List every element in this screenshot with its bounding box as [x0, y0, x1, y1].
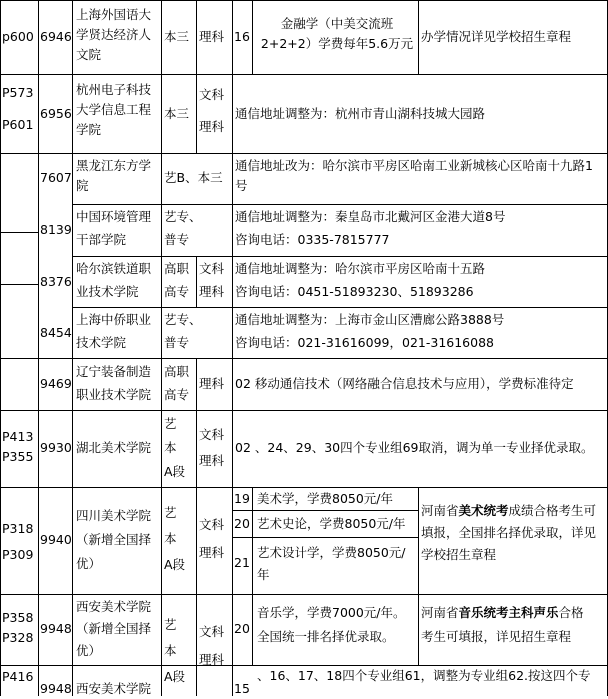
subject-line: 文科 — [199, 261, 225, 276]
school-cell — [76, 259, 151, 302]
page-line: P309 — [2, 547, 34, 562]
col-border — [196, 256, 197, 307]
major-line: 年 — [257, 567, 270, 582]
level-cell — [164, 500, 185, 578]
level-line: 高职 — [164, 261, 190, 276]
school-line: 职业技术学院 — [76, 387, 152, 402]
row-border — [0, 594, 608, 595]
school-line: 杭州电子科技 — [76, 82, 152, 97]
level-line: 艺 — [164, 416, 177, 431]
table-border-top — [0, 0, 608, 1]
level-line: 艺 — [164, 505, 177, 520]
page-line: P413 — [2, 429, 34, 444]
level-cell — [164, 412, 185, 484]
col-border — [196, 358, 197, 410]
note-line: 通信地址调整为：秦皇岛市北戴河区金港大道8号 — [235, 209, 506, 224]
row-border — [0, 74, 608, 75]
dash-mark — [0, 284, 38, 285]
level-line: A段 — [164, 557, 186, 572]
col-border — [418, 0, 419, 74]
col-border — [418, 487, 419, 665]
level-line: 艺专、 — [164, 312, 202, 327]
col-border — [161, 0, 162, 696]
school-cell — [76, 80, 151, 140]
note-cell: 02 、24、29、30四个专业组69取消，调为单一专业择优录取。 — [235, 440, 594, 455]
school-cell — [76, 504, 151, 576]
subject-line: 理科 — [199, 652, 225, 667]
page-line: P573 — [2, 85, 34, 100]
code-cell: 9948 — [40, 621, 72, 636]
level-line: 本 — [164, 440, 177, 455]
page-line: P328 — [2, 630, 34, 645]
school-line: 学贤达经济人 — [76, 27, 152, 42]
remark-cell — [421, 500, 596, 566]
school-line: （新增全国择 — [76, 532, 152, 547]
row-border — [72, 256, 608, 257]
subrow-border — [232, 510, 418, 511]
col-border — [196, 410, 197, 696]
col-border-left — [0, 0, 1, 696]
row-border — [72, 307, 608, 308]
level-cell: 艺B、本三 — [164, 170, 223, 185]
code-cell: 9940 — [40, 532, 72, 547]
subject-cell: 理科 — [199, 376, 225, 391]
level-line: A段 — [164, 669, 186, 684]
page-line: P601 — [2, 117, 34, 132]
note-cell: 通信地址调整为：杭州市青山湖科技城大园路 — [235, 106, 486, 121]
major-line: 全国统一排名择优录取。 — [257, 629, 395, 644]
school-line: 优） — [76, 556, 102, 571]
school-cell — [76, 362, 151, 405]
school-line: 文院 — [76, 47, 102, 62]
level-line: 本 — [164, 531, 177, 546]
major-cell: 艺术史论，学费8050元/年 — [257, 516, 406, 531]
level-line: 高专 — [164, 284, 190, 299]
remark-line — [421, 601, 584, 625]
level-cell — [164, 612, 185, 690]
level-cell — [164, 310, 202, 353]
school-line: 黑龙江东方学 — [76, 158, 152, 173]
major-cell — [256, 14, 418, 54]
subject-line: 文科 — [199, 87, 225, 102]
subject-cell — [199, 622, 224, 670]
subject-cell — [199, 425, 224, 471]
subject-line: 文科 — [199, 624, 225, 639]
subject-cell — [199, 515, 224, 563]
remark-line: 考生可填报，详见招生章程 — [421, 629, 572, 644]
subject-line: 文科 — [199, 517, 225, 532]
major-cell — [257, 601, 406, 649]
code-cell: 9948 — [40, 681, 72, 696]
code-cell: 8454 — [40, 325, 72, 340]
col-border — [252, 594, 253, 665]
col-border — [232, 0, 233, 696]
note-line: 咨询电话：0451-51893230、51893286 — [235, 284, 474, 299]
school-line: 上海外国语大 — [76, 7, 152, 22]
code-cell: 6956 — [40, 106, 72, 121]
page-cell: p600 — [2, 29, 34, 44]
school-line: 业技术学院 — [76, 284, 139, 299]
note-line: 咨询电话：0335-7815777 — [235, 232, 390, 247]
school-line: 哈尔滨铁道职 — [76, 261, 152, 276]
remark-text: 河南省 — [421, 503, 459, 518]
code-cell: 8376 — [40, 274, 72, 289]
level-line: 高专 — [164, 387, 190, 402]
row-border — [0, 358, 608, 359]
subject-cell — [199, 259, 224, 302]
dash-mark — [0, 232, 38, 233]
row-border — [0, 487, 608, 488]
remark-cell: 办学情况详见学校招生章程 — [421, 29, 572, 44]
page-cell — [2, 608, 33, 648]
note-cell: 02 移动通信技术（网络融合信息技术与应用），学费标准待定 — [235, 376, 574, 391]
page-line: P355 — [2, 449, 34, 464]
page-cell — [2, 427, 33, 467]
subject-line: 理科 — [199, 545, 225, 560]
col-border — [252, 0, 253, 74]
school-line: 中国环境管理 — [76, 209, 152, 224]
col-border — [196, 0, 197, 153]
code-cell: 7607 — [40, 170, 72, 185]
col-border — [38, 0, 39, 696]
row-border — [72, 204, 608, 205]
plan-no-cell: 15 — [234, 681, 250, 696]
plan-no-cell: 21 — [234, 555, 250, 570]
level-cell — [164, 207, 202, 250]
plan-no-cell: 20 — [234, 516, 250, 531]
subject-cell: 理科 — [199, 29, 225, 44]
level-line: A段 — [164, 464, 186, 479]
school-line: 四川美术学院 — [76, 508, 152, 523]
remark-emphasis: 音乐统考主科声乐 — [458, 605, 559, 620]
school-cell — [76, 207, 151, 250]
page-line: P318 — [2, 521, 34, 536]
note-line: 号 — [235, 178, 248, 193]
plan-no-cell: 16 — [234, 29, 250, 44]
note-line: 通信地址调整为：哈尔滨市平房区哈南十五路 — [235, 261, 486, 276]
school-cell — [76, 5, 151, 65]
remark-cell — [421, 601, 584, 649]
subrow-border — [232, 537, 418, 538]
col-border — [252, 487, 253, 594]
plan-no-cell: 20 — [234, 621, 250, 636]
level-line: 普专 — [164, 232, 190, 247]
major-cell: 美术学，学费8050元/年 — [257, 491, 394, 506]
level-line: 艺专、 — [164, 209, 202, 224]
remark-line — [421, 500, 596, 522]
school-cell: 湖北美术学院 — [76, 440, 152, 455]
school-cell — [76, 596, 151, 662]
row-border — [0, 410, 608, 411]
school-line: 辽宁装备制造 — [76, 364, 152, 379]
subject-line: 文科 — [199, 427, 225, 442]
note-line: 通信地址调整为：上海市金山区漕廊公路3888号 — [235, 312, 505, 327]
note-cell — [235, 207, 505, 250]
school-line: 院 — [76, 178, 89, 193]
note-cell — [235, 310, 504, 353]
school-line: （新增全国择 — [76, 621, 152, 636]
note-line: 通信地址改为：哈尔滨市平房区哈南工业新城核心区哈南十九路1 — [235, 158, 593, 173]
note-cell — [235, 156, 593, 196]
remark-line: 学校招生章程 — [421, 547, 497, 562]
level-line: 高职 — [164, 364, 190, 379]
remark-line: 填报，全国排名择优录取，详见 — [421, 525, 597, 540]
col-border — [72, 0, 73, 696]
subject-line: 理科 — [199, 119, 225, 134]
school-cell — [76, 156, 151, 196]
school-line: 学院 — [76, 122, 102, 137]
note-cell — [235, 259, 485, 302]
note-line: 咨询电话：021-31616099，021-31616088 — [235, 335, 494, 350]
level-cell — [164, 259, 189, 302]
page-cell — [2, 83, 33, 135]
remark-text: 河南省 — [421, 605, 459, 620]
school-line: 上海中侨职业 — [76, 312, 152, 327]
plan-no-cell: 19 — [234, 491, 250, 506]
school-line: 大学信息工程 — [76, 102, 152, 117]
level-line: 本 — [164, 643, 177, 658]
code-cell: 8139 — [40, 222, 72, 237]
major-line: 音乐学，学费7000元/年。 — [257, 605, 406, 620]
school-line: 西安美术学院 — [76, 599, 152, 614]
major-line: 金融学（中美交流班 — [280, 16, 394, 31]
page-line: P358 — [2, 610, 34, 625]
school-line: 优） — [76, 643, 102, 658]
code-cell: 6946 — [40, 29, 72, 44]
major-cell — [257, 542, 406, 586]
code-cell: 9930 — [40, 440, 72, 455]
page-cell: P416 — [2, 669, 34, 684]
remark-text: 合格 — [558, 605, 584, 620]
school-line: 技术学院 — [76, 335, 127, 350]
school-cell: 西安美术学院 — [76, 681, 152, 696]
subject-line: 理科 — [199, 453, 225, 468]
school-line: 干部学院 — [76, 232, 127, 247]
major-line: 艺术设计学，学费8050元/ — [257, 545, 406, 560]
code-cell: 9469 — [40, 376, 72, 391]
major-line: 2+2+2）学费每年5.6万元 — [260, 36, 414, 51]
level-cell — [164, 362, 189, 405]
page-cell — [2, 519, 33, 565]
level-cell: 本三 — [164, 106, 190, 121]
note-cell: 、16、17、18四个专业组61，调整为专业组62.按这四个专 — [257, 668, 591, 683]
level-cell: 本三 — [164, 29, 190, 44]
level-line: 艺 — [164, 617, 177, 632]
remark-emphasis: 美术统考 — [458, 503, 509, 518]
subject-line: 理科 — [199, 284, 225, 299]
remark-text: 成绩合格考生可 — [508, 503, 597, 518]
level-line: 普专 — [164, 335, 190, 350]
school-cell — [76, 310, 151, 353]
subject-cell — [199, 85, 224, 137]
row-border — [0, 153, 608, 154]
